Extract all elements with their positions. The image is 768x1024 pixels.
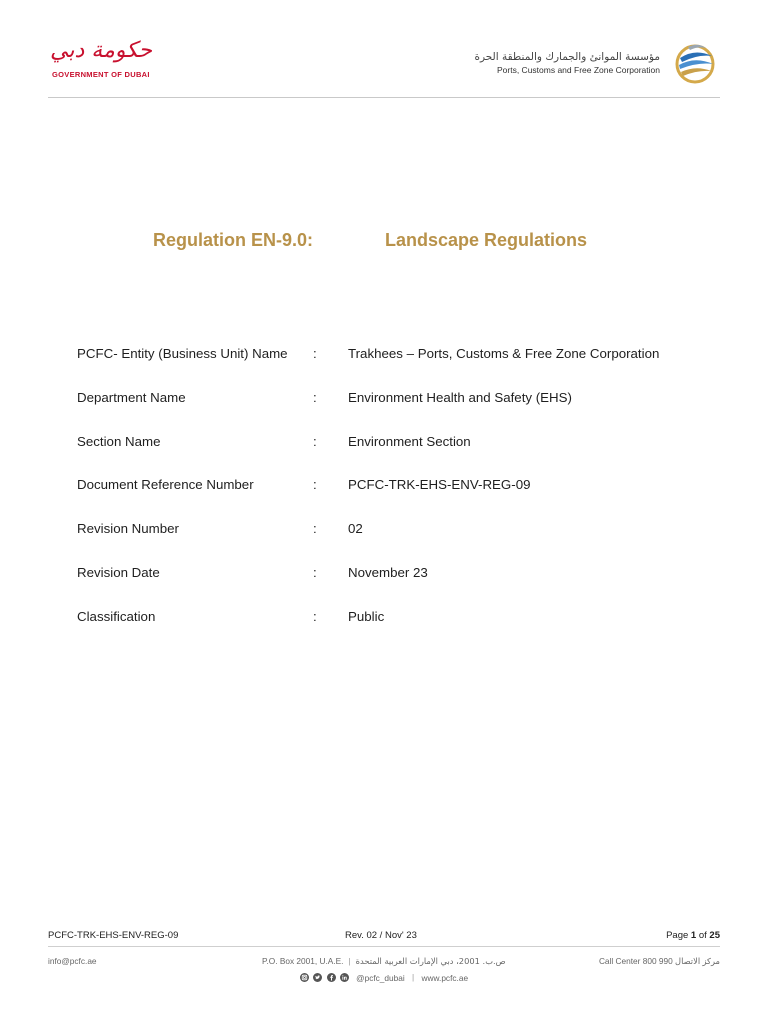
info-value: Public [348, 608, 385, 624]
pcfc-logo-block [428, 38, 718, 86]
info-value: PCFC-TRK-EHS-ENV-REG-09 [348, 477, 531, 493]
info-label: Revision Date [77, 564, 160, 580]
info-row-department-name [77, 390, 717, 434]
info-colon: : [313, 346, 317, 361]
info-colon: : [313, 564, 317, 580]
info-colon: : [313, 477, 317, 493]
page-prefix: Page [666, 930, 689, 941]
info-colon: : [313, 608, 317, 624]
pobox-english: P.O. Box 2001, U.A.E. [262, 956, 344, 966]
document-title [0, 230, 768, 256]
info-colon: : [313, 389, 317, 405]
footer-pobox [262, 956, 506, 966]
instagram-icon[interactable] [300, 973, 309, 982]
facebook-icon[interactable] [327, 973, 336, 982]
pcfc-logo-text [474, 50, 660, 76]
info-row-entity-name [77, 346, 717, 390]
info-value: Environment Section [348, 433, 471, 449]
header-divider [48, 97, 720, 98]
social-handle[interactable]: @pcfc_dubai [356, 972, 405, 983]
info-colon: : [313, 433, 317, 449]
info-value: Environment Health and Safety (EHS) [348, 389, 572, 405]
info-row-section-name [77, 434, 717, 478]
linkedin-icon[interactable] [340, 973, 349, 982]
info-value: November 23 [348, 564, 428, 580]
footer-call-center: Call Center 800 990 مركز الاتصال [598, 956, 720, 966]
footer-email-link[interactable]: info@pcfc.ae [48, 956, 97, 966]
gov-logo-english-text: GOVERNMENT OF DUBAI [52, 70, 150, 79]
footer-divider [48, 946, 720, 947]
info-label: Department Name [77, 389, 186, 405]
footer-meta [48, 930, 720, 944]
info-row-revision-number [77, 521, 717, 565]
info-row-document-reference [77, 477, 717, 521]
info-row-classification [77, 609, 717, 653]
pcfc-name-english: Ports, Customs and Free Zone Corporation [497, 65, 660, 75]
page-of: of [698, 930, 707, 941]
info-label: PCFC- Entity (Business Unit) Name [77, 346, 288, 361]
separator: | [412, 972, 415, 982]
government-of-dubai-logo [52, 38, 162, 84]
info-value: 02 [348, 521, 363, 537]
footer-social [0, 972, 768, 986]
regulation-code: Regulation EN-9.0: [153, 230, 314, 250]
document-info-table [77, 346, 717, 653]
info-label: Document Reference Number [77, 477, 254, 493]
footer-doc-reference: PCFC-TRK-EHS-ENV-REG-09 [48, 930, 179, 941]
page-total: 25 [709, 930, 720, 941]
info-row-revision-date [77, 565, 717, 609]
pcfc-globe-icon [668, 38, 718, 88]
info-label: Classification [77, 608, 156, 624]
gov-logo-arabic-text: حكومة دبي [50, 38, 152, 63]
separator: | [348, 956, 351, 966]
pobox-arabic: ص.ب. 2001، دبي الإمارات العربية المتحدة [355, 956, 506, 966]
footer-revision: Rev. 02 / Nov' 23 [345, 930, 417, 941]
website-link[interactable]: www.pcfc.ae [421, 972, 469, 983]
info-value: Trakhees – Ports, Customs & Free Zone Corporation [348, 346, 660, 361]
twitter-icon[interactable] [313, 973, 322, 982]
info-label: Section Name [77, 433, 161, 449]
page-current: 1 [690, 930, 697, 941]
footer-contact [48, 956, 720, 970]
regulation-name: Landscape Regulations [385, 230, 588, 250]
footer-page-number [666, 930, 720, 941]
info-label: Revision Number [77, 521, 179, 537]
info-colon: : [313, 521, 317, 537]
pcfc-name-arabic: مؤسسة الموانئ والجمارك والمنطقة الحرة [474, 51, 660, 63]
